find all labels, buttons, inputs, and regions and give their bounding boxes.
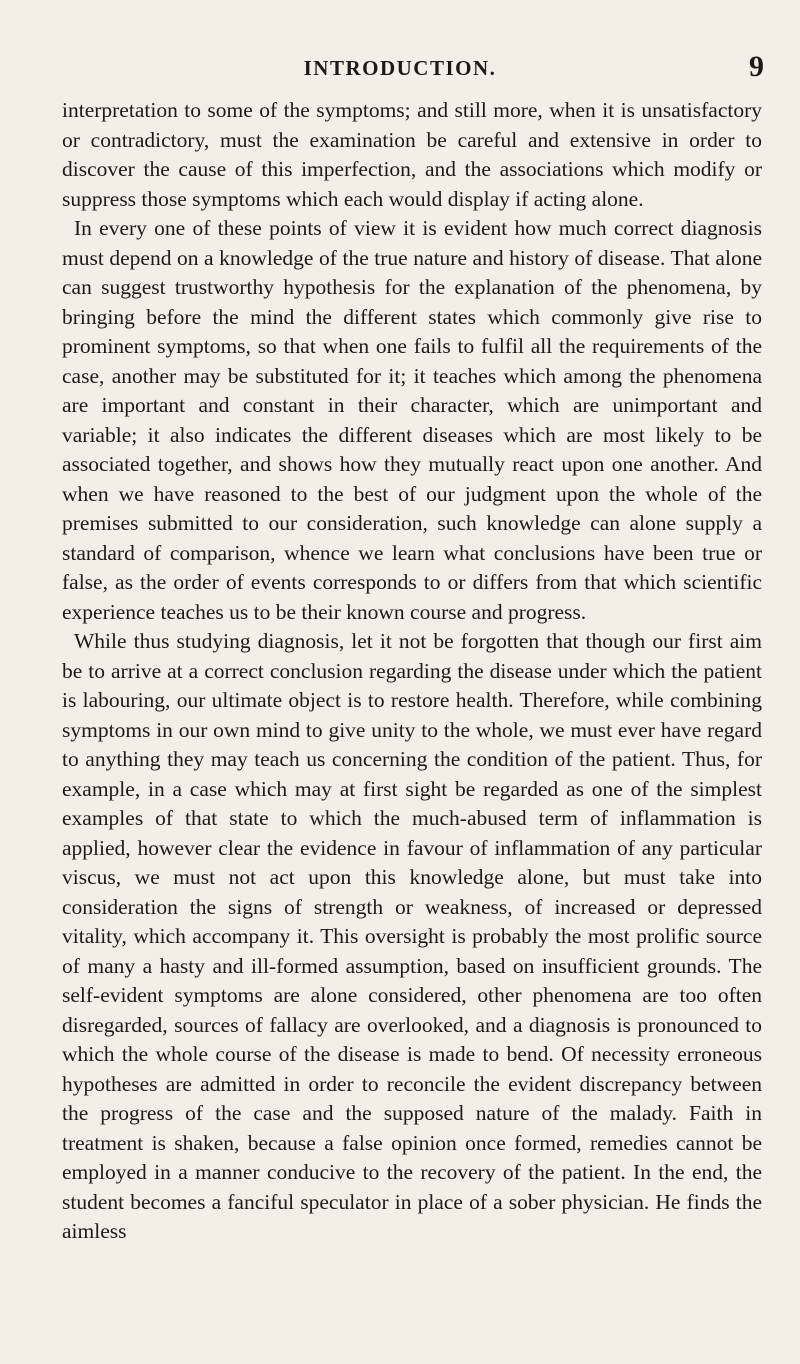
page-header <box>0 50 800 86</box>
page-number: 9 <box>749 50 764 83</box>
paragraph-2: In every one of these points of view it is evident how much correct diagnosis must depend on a knowledge of the true nature and history of disease. That alone can suggest trustworthy hypothesis for the explanation of the phenomena, by bringing before the mind the different states which commonly give rise to prominent symptoms, so that when one fails to fulfil all the requirements of the case, another may be substituted for it; it teaches which among the phenomena are important and constant in their character, which are unimportant and variable; it also indicates the different diseases which are most likely to be associated together, and shows how they mutually react upon one another. And when we have reasoned to the best of our judgment upon the whole of the premises submitted to our consideration, such knowledge can alone supply a standard of comparison, whence we learn what conclusions have been true or false, as the order of events corresponds to or differs from that which scientific experience teaches us to be their known course and progress. <box>62 216 762 624</box>
body-text <box>62 96 762 1247</box>
paragraph-1: interpretation to some of the symptoms; and still more, when it is unsatisfactory or contradictory, must the examination be careful and extensive in order to discover the cause of this imperfection, and the associations which modify or suppress those symptoms which each would display if acting alone. <box>62 98 762 211</box>
paragraph-3: While thus studying diagnosis, let it not be forgotten that though our first aim be to arrive at a correct conclusion regarding the disease under which the patient is labouring, our ultimate object is to restore health. Therefore, while combining symptoms in our own mind to give unity to the whole, we must ever have regard to anything they may teach us concerning the condition of the patient. Thus, for example, in a case which may at first sight be regarded as one of the simplest examples of that state to which the much-abused term of inflammation is applied, however clear the evidence in favour of inflammation of any particular viscus, we must not act upon this knowledge alone, but must take into consideration the signs of strength or weakness, of increased or depressed vitality, which accompany it. This oversight is probably the most prolific source of many a hasty and ill-formed assumption, based on insufficient grounds. The self-evident symptoms are alone considered, other phenomena are too often disregarded, sources of fallacy are overlooked, and a diagnosis is pronounced to which the whole course of the disease is made to bend. Of necessity erroneous hypotheses are admitted in order to reconcile the evident discrepancy between the progress of the case and the supposed nature of the malady. Faith in treatment is shaken, because a false opinion once formed, remedies cannot be employed in a manner conducive to the recovery of the patient. In the end, the student becomes a fanciful speculator in place of a sober physician. He finds the aimless <box>62 629 762 1243</box>
running-head: INTRODUCTION. <box>303 56 497 80</box>
